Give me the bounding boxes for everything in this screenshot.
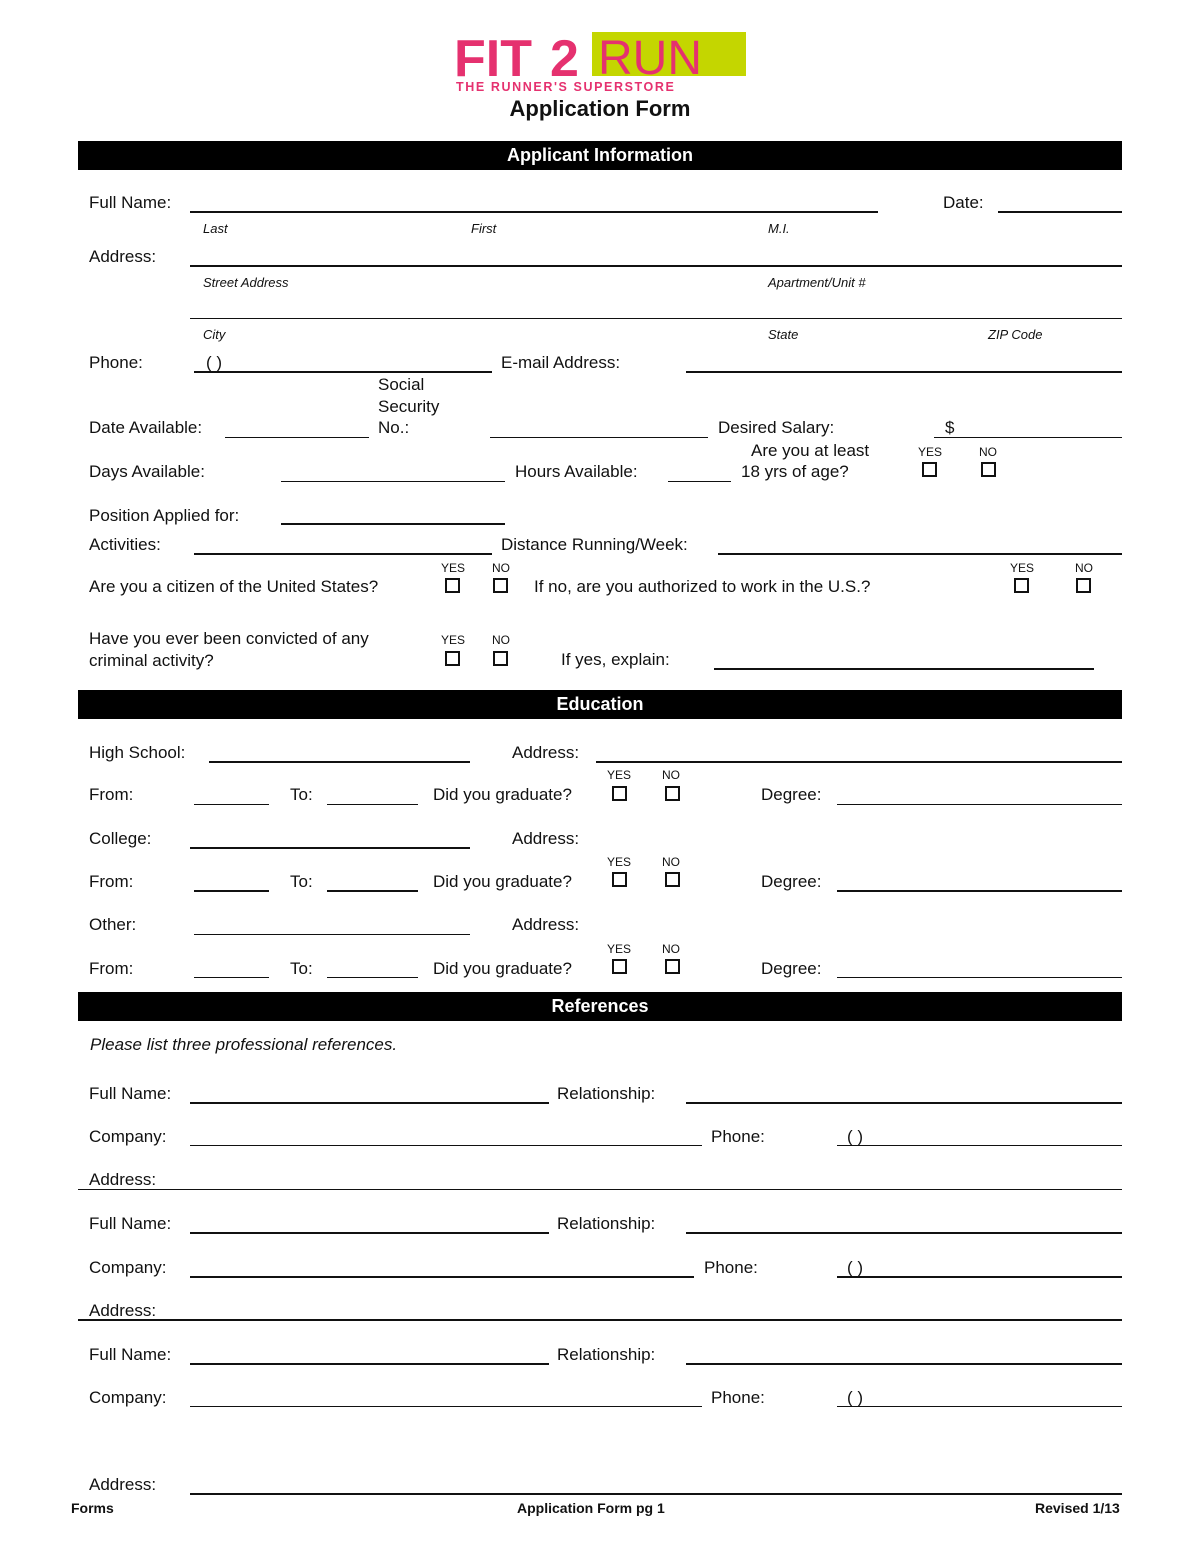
date-available-field[interactable] [225,437,369,438]
footer-center: Application Form pg 1 [517,1500,665,1516]
other-from-field[interactable] [194,977,269,978]
ref2-address-label: Address: [89,1301,157,1320]
other-degree-field[interactable] [837,977,1122,978]
other-to-label: To: [290,959,313,978]
high-school-degree-field[interactable] [837,804,1122,805]
logo-fit: FIT [454,30,532,88]
college-field[interactable] [190,847,470,849]
section-header-applicant: Applicant Information [78,141,1122,170]
college-label: College: [89,829,152,848]
authorized-yes-checkbox[interactable] [1014,578,1029,593]
college-graduate-label: Did you graduate? [433,872,572,891]
other-graduate-label: Did you graduate? [433,959,572,978]
ref2-phone-field[interactable] [837,1276,1122,1278]
section-header-references: References [78,992,1122,1021]
zip-caption: ZIP Code [988,327,1043,342]
ref3-phone-area-code: ( ) [847,1388,864,1407]
ref2-relationship-field[interactable] [686,1232,1122,1234]
high-school-no-label: NO [662,768,680,782]
ref1-phone-field[interactable] [837,1145,1122,1146]
city-state-zip-field[interactable] [190,318,1122,319]
other-from-label: From: [89,959,134,978]
ssn-label-line2: Security [378,397,440,416]
high-school-to-label: To: [290,785,313,804]
state-caption: State [768,327,799,342]
ref1-phone-area-code: ( ) [847,1127,864,1146]
footer-left: Forms [71,1500,114,1516]
other-to-field[interactable] [327,977,418,978]
phone-field[interactable] [194,371,492,373]
logo [450,30,750,94]
ref2-phone-area-code: ( ) [847,1258,864,1277]
convicted-yes-checkbox[interactable] [445,651,460,666]
hours-available-field[interactable] [668,481,731,482]
authorized-question: If no, are you authorized to work in the U.S.? [534,577,871,596]
ssn-label-line3: No.: [378,418,410,437]
other-yes-checkbox[interactable] [612,959,627,974]
logo-run: RUN [598,32,702,85]
high-school-address-field[interactable] [596,761,1122,763]
college-from-field[interactable] [194,890,269,892]
explain-label: If yes, explain: [561,650,670,669]
ref2-relationship-label: Relationship: [557,1214,656,1233]
ref3-relationship-label: Relationship: [557,1345,656,1364]
convicted-question-line2: criminal activity? [89,651,214,670]
logo-tagline: THE RUNNER'S SUPERSTORE [456,80,676,94]
age-question-line2: 18 yrs of age? [741,462,849,481]
references-instructions: Please list three professional references. [90,1035,398,1054]
ref1-phone-label: Phone: [711,1127,765,1146]
age-yes-checkbox[interactable] [922,462,937,477]
ssn-label-line1: Social [378,375,425,394]
other-address-label: Address: [512,915,580,934]
high-school-degree-label: Degree: [761,785,822,804]
city-caption: City [203,327,226,342]
other-degree-label: Degree: [761,959,822,978]
age-question-line1: Are you at least [751,441,870,460]
convicted-no-label: NO [492,633,510,647]
activities-label: Activities: [89,535,161,554]
citizen-yes-checkbox[interactable] [445,578,460,593]
other-yes-label: YES [607,942,632,956]
ref2-full-name-field[interactable] [190,1232,549,1234]
ref2-phone-label: Phone: [704,1258,758,1277]
college-address-label: Address: [512,829,580,848]
college-yes-checkbox[interactable] [612,872,627,887]
ref1-company-label: Company: [89,1127,167,1146]
ref1-address-label: Address: [89,1170,157,1189]
high-school-field[interactable] [209,761,470,763]
high-school-graduate-label: Did you graduate? [433,785,572,804]
address-label: Address: [89,247,157,266]
other-label: Other: [89,915,137,934]
last-caption: Last [203,221,228,236]
other-no-label: NO [662,942,680,956]
position-label: Position Applied for: [89,506,240,525]
age-no-label: NO [979,445,997,459]
days-available-field[interactable] [281,481,505,482]
ref3-address-field[interactable] [190,1493,1122,1495]
explain-field[interactable] [714,668,1094,670]
college-to-label: To: [290,872,313,891]
ref1-relationship-label: Relationship: [557,1084,656,1103]
authorized-no-checkbox[interactable] [1076,578,1091,593]
phone-area-code: ( ) [206,353,223,372]
college-no-label: NO [662,855,680,869]
ref3-phone-field[interactable] [837,1406,1122,1407]
high-school-no-checkbox[interactable] [665,786,680,801]
salary-currency: $ [945,418,955,437]
age-no-checkbox[interactable] [981,462,996,477]
college-degree-field[interactable] [837,890,1122,892]
citizen-yes-label: YES [441,561,466,575]
high-school-from-field[interactable] [194,804,269,805]
distance-field[interactable] [718,553,1122,555]
age-yes-label: YES [918,445,943,459]
distance-label: Distance Running/Week: [501,535,688,554]
street-address-field[interactable] [190,265,1122,267]
first-caption: First [471,221,497,236]
date-available-label: Date Available: [89,418,203,437]
days-available-label: Days Available: [89,462,205,481]
high-school-yes-checkbox[interactable] [612,786,627,801]
logo-graphic [450,30,750,94]
phone-label: Phone: [89,353,143,372]
citizen-no-label: NO [492,561,510,575]
ref3-company-field[interactable] [190,1406,702,1407]
college-to-field[interactable] [327,890,418,892]
ref3-phone-label: Phone: [711,1388,765,1407]
ref3-address-label: Address: [89,1475,157,1494]
desired-salary-field[interactable] [934,437,1122,438]
street-address-caption: Street Address [203,275,289,290]
position-field[interactable] [281,523,505,525]
ref2-full-name-label: Full Name: [89,1214,172,1233]
logo-two: 2 [550,30,579,88]
authorized-no-label: NO [1075,561,1093,575]
high-school-yes-label: YES [607,768,632,782]
ref3-full-name-field[interactable] [190,1363,549,1365]
convicted-no-checkbox[interactable] [493,651,508,666]
page-title: Application Form [509,96,691,121]
ref2-company-label: Company: [89,1258,167,1277]
desired-salary-label: Desired Salary: [718,418,835,437]
authorized-yes-label: YES [1010,561,1035,575]
ref1-company-field[interactable] [190,1145,702,1146]
ref3-full-name-label: Full Name: [89,1345,172,1364]
high-school-address-label: Address: [512,743,580,762]
footer-right: Revised 1/13 [1035,1500,1120,1516]
full-name-label: Full Name: [89,193,172,212]
citizen-no-checkbox[interactable] [493,578,508,593]
email-field[interactable] [686,371,1122,373]
college-no-checkbox[interactable] [665,872,680,887]
activities-field[interactable] [194,553,492,555]
ssn-field[interactable] [490,437,708,438]
ref1-full-name-label: Full Name: [89,1084,172,1103]
ref2-company-field[interactable] [190,1276,694,1278]
section-header-education: Education [78,690,1122,719]
other-no-checkbox[interactable] [665,959,680,974]
apartment-caption: Apartment/Unit # [768,275,866,290]
ref1-relationship-field[interactable] [686,1102,1122,1104]
ref1-address-field[interactable] [78,1189,1122,1190]
email-label: E-mail Address: [501,353,621,372]
college-yes-label: YES [607,855,632,869]
convicted-yes-label: YES [441,633,466,647]
convicted-question-line1: Have you ever been convicted of any [89,629,369,648]
ref3-company-label: Company: [89,1388,167,1407]
ref3-relationship-field[interactable] [686,1363,1122,1365]
high-school-label: High School: [89,743,186,762]
college-from-label: From: [89,872,134,891]
ref2-address-field[interactable] [78,1319,1122,1321]
hours-available-label: Hours Available: [515,462,638,481]
high-school-from-label: From: [89,785,134,804]
full-name-field[interactable] [190,211,878,213]
date-label: Date: [943,193,984,212]
college-degree-label: Degree: [761,872,822,891]
high-school-to-field[interactable] [327,804,418,805]
ref1-full-name-field[interactable] [190,1102,549,1104]
mi-caption: M.I. [768,221,790,236]
other-field[interactable] [194,934,470,935]
citizen-question: Are you a citizen of the United States? [89,577,379,596]
date-field[interactable] [998,211,1122,213]
